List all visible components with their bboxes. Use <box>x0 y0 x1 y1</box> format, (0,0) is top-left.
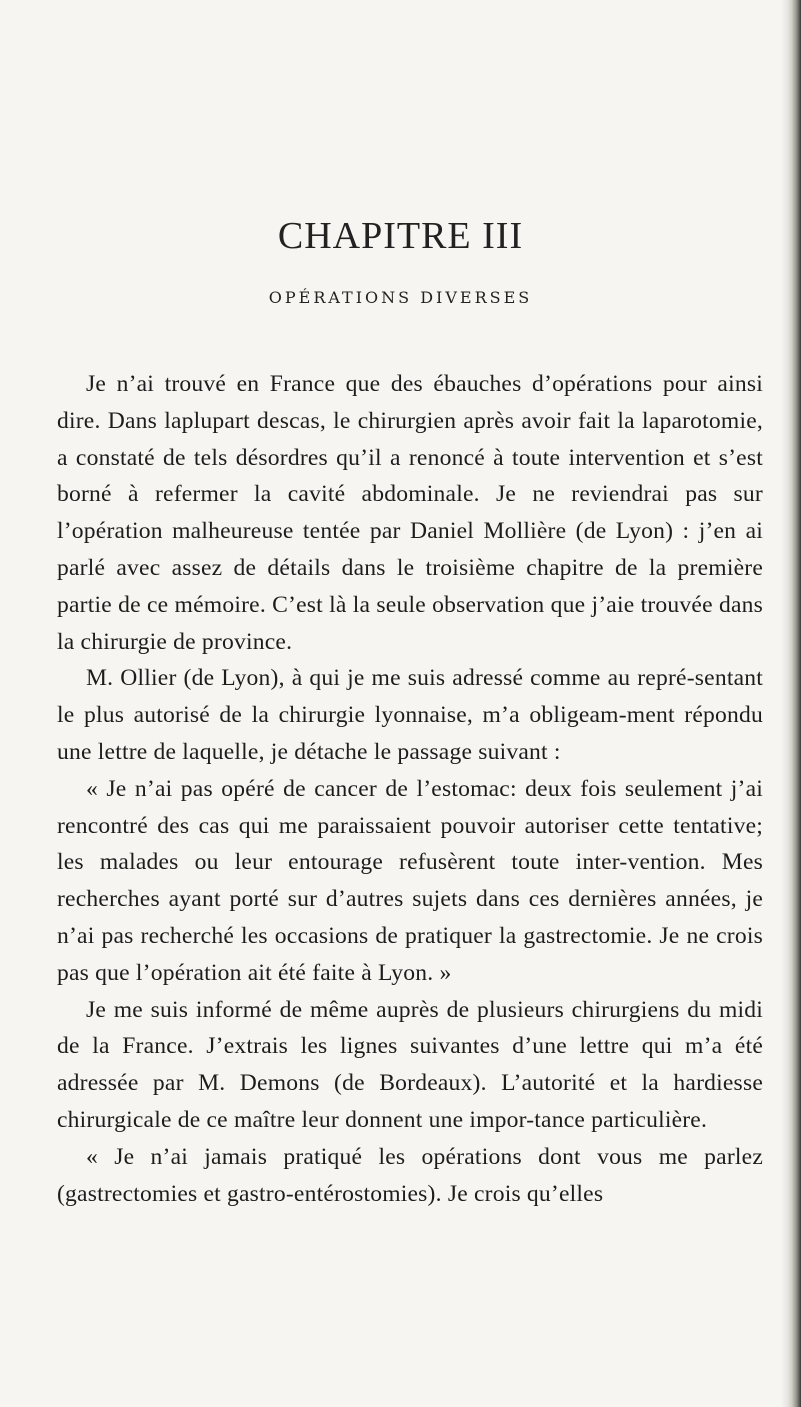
page-edge <box>787 0 801 1407</box>
chapter-title: CHAPITRE III <box>277 215 524 257</box>
paragraph-5-quote: « Je n’ai jamais pratiqué les opérations dont vous me parlez (gastrectomies et gastro-entérostomies). Je crois qu’elles <box>57 1143 763 1207</box>
section-title: OPÉRATIONS DIVERSES <box>268 288 533 307</box>
paragraph-1: Je n’ai trouvé en France que des ébauches d’opérations pour ainsi dire. Dans laplupart descas, le chirurgien après avoir fait la laparotomie, a constaté de tels désordres qu’il a renoncé à toute intervention et s’est borné à refermer la cavité abdominale. Je ne reviendrai pas sur l’opération malheureuse tentée par Daniel Mollière (de Lyon) : j’en ai parlé avec assez de détails dans le troisième chapitre de la première partie de ce mémoire. C’est là la seule observation que j’aie trouvée dans la chirurgie de province. <box>57 371 763 655</box>
body-text <box>57 366 763 1212</box>
paragraph-4: Je me suis informé de même auprès de plusieurs chirurgiens du midi de la France. J’extrais les lignes suivantes d’une lettre qui m’a été adressée par M. Demons (de Bordeaux). L’autorité et la hardiesse chirurgicale de ce maître leur donnent une impor-tance particulière. <box>57 996 763 1133</box>
paragraph-2: M. Ollier (de Lyon), à qui je me suis adressé comme au repré-sentant le plus autorisé de la chirurgie lyonnaise, m’a obligeam-ment répondu une lettre de laquelle, je détache le passage suivant : <box>57 665 763 765</box>
paragraph-3-quote: « Je n’ai pas opéré de cancer de l’estomac: deux fois seulement j’ai rencontré des cas qui me paraissaient pouvoir autoriser cette tentative; les malades ou leur entourage refusèrent toute inter-vention. Mes recherches ayant porté sur d’autres sujets dans ces dernières années, je n’ai pas recherché les occasions de pratiquer la gastrectomie. Je ne crois pas que l’opération ait été faite à Lyon. » <box>57 775 763 986</box>
